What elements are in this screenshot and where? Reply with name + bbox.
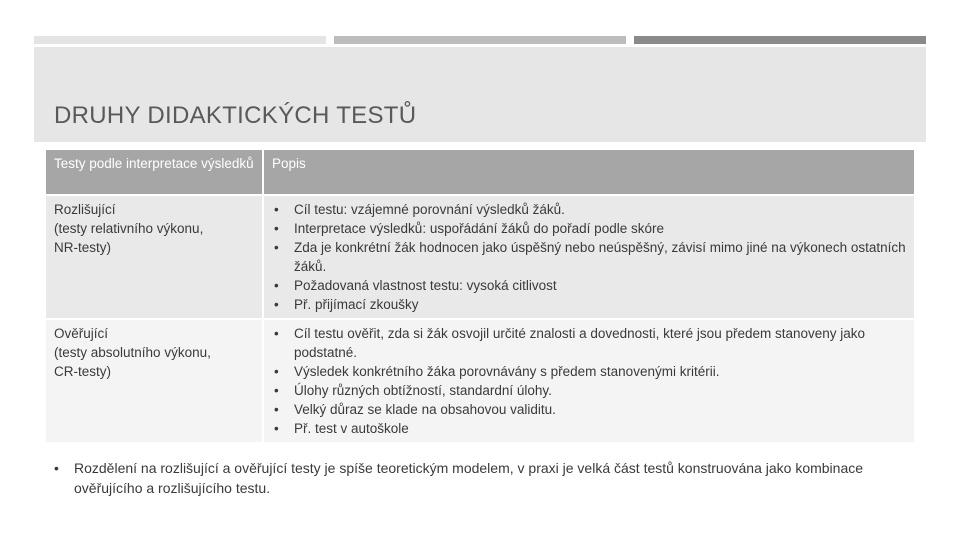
list-item: • Úlohy různých obtížností, standardní úlohy. [272, 381, 906, 400]
row-name-line: NR-testy) [54, 240, 111, 255]
row-name-line: (testy relativního výkonu, [54, 221, 204, 236]
list-item: • Zda je konkrétní žák hodnocen jako úspěšný nebo neúspěšný, závisí mimo jiné na výkonech ostatních žáků. [272, 238, 906, 276]
title-band [34, 47, 926, 142]
top-decorative-bars [34, 36, 926, 44]
row-name-cell [46, 196, 264, 320]
row-description-cell [264, 320, 914, 442]
decor-bar-light [34, 36, 326, 44]
header-interpretation: Testy podle interpretace výsledků [46, 150, 264, 196]
row-name-line: Ověřující [54, 326, 109, 341]
description-list [272, 200, 906, 314]
decor-bar-medium [334, 36, 626, 44]
row-name-line: CR-testy) [54, 364, 111, 379]
decor-bar-dark [634, 36, 926, 44]
table-row-nr-tests [46, 196, 914, 320]
test-types-table [46, 150, 914, 442]
row-name-line: (testy absolutního výkonu, [54, 345, 211, 360]
row-name-cell [46, 320, 264, 442]
footer-note: • Rozdělení na rozlišující a ověřující testy je spíše teoretickým modelem, v praxi je velká část testů konstruována jako kombinace ověřujícího a rozlišujícího testu. [52, 458, 934, 498]
table-row-cr-tests [46, 320, 914, 442]
list-item: • Požadovaná vlastnost testu: vysoká citlivost [272, 276, 906, 295]
list-item: • Př. přijímací zkoušky [272, 295, 906, 314]
description-list [272, 324, 906, 438]
list-item: • Cíl testu ověřit, zda si žák osvojil určité znalosti a dovednosti, které jsou předem stanoveny jako podstatné. [272, 324, 906, 362]
list-item: • Cíl testu: vzájemné porovnání výsledků žáků. [272, 200, 906, 219]
row-name-line: Rozlišující [54, 202, 116, 217]
list-item: • Př. test v autoškole [272, 419, 906, 438]
list-item: • Velký důraz se klade na obsahovou validitu. [272, 400, 906, 419]
list-item: • Interpretace výsledků: uspořádání žáků do pořadí podle skóre [272, 219, 906, 238]
page-title: DRUHY DIDAKTICKÝCH TESTŮ [54, 102, 417, 129]
row-description-cell [264, 196, 914, 320]
table-header-row [46, 150, 914, 196]
header-description: Popis [264, 150, 914, 196]
list-item: • Výsledek konkrétního žáka porovnávány s předem stanovenými kritérii. [272, 362, 906, 381]
